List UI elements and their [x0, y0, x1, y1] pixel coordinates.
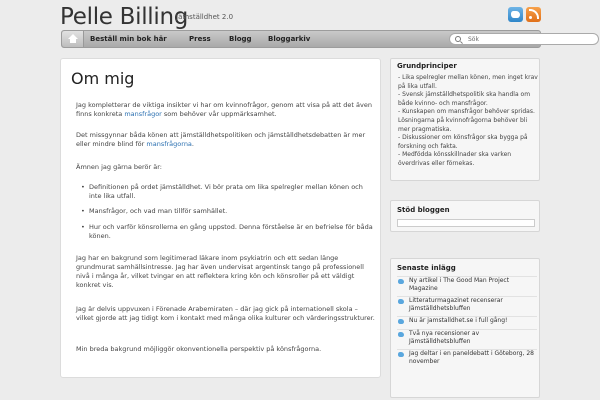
recent-post-item[interactable]: Jag deltar i en paneldebatt i Göteborg, 28 november: [397, 349, 537, 366]
nav-item-press[interactable]: Press: [189, 35, 211, 43]
widget-senaste-inlagg: [390, 258, 540, 398]
twitter-bird-icon: [398, 332, 404, 337]
widget-title: Senaste inlägg: [397, 264, 456, 272]
site-title[interactable]: Pelle Billing: [60, 4, 189, 30]
bullet: •: [81, 223, 85, 231]
bullet: •: [81, 207, 85, 215]
twitter-bird-icon: [398, 352, 404, 357]
nav-item-bestall-bok[interactable]: Beställ min bok här: [90, 35, 167, 43]
list-item: Definitionen på ordet jämställdhet. Vi bör prata om lika spelregler mellan könen och inte lika utfall.: [89, 183, 363, 200]
recent-post-item[interactable]: Två nya recensioner av Jämställdhetsbluffen: [397, 329, 537, 346]
principles-text: - Lika spelregler mellan könen, men inget krav på lika utfall. - Svensk jämställdhetspolitik ska handla om både kvinno- och mansfrågor. - Kunskapen om mansfrågor behöver spridas. Lösningarna på kvinnofrågorna behöver bli mer pragmatiska. - Diskussioner om könsfrågor ska bygga på forskning och fakta. - Medfödda könsskillnader ska varken överdrivas eller förnekas.: [398, 74, 538, 167]
site-header: [0, 0, 600, 30]
search-input[interactable]: [449, 33, 599, 45]
widget-stod-bloggen: [390, 200, 540, 232]
paragraph-perspektiv: Min breda bakgrund möjliggör okonventionella perspektiv på könsfrågorna.: [76, 345, 322, 353]
widget-title: Stöd bloggen: [397, 206, 450, 214]
home-icon[interactable]: [62, 31, 84, 47]
mansfragorna-link[interactable]: mansfrågorna: [146, 140, 192, 148]
bullet: •: [81, 183, 85, 191]
twitter-bird-icon: [398, 299, 404, 304]
recent-post-item[interactable]: Ny artikel i The Good Man Project Magazine: [397, 276, 537, 293]
main-content: [60, 58, 381, 378]
main-navigation: [61, 30, 541, 48]
search-placeholder: Sök: [468, 36, 479, 43]
recent-post-item[interactable]: Litteraturmagazinet recenserar Jämställdhetsbluffen: [397, 296, 537, 313]
paragraph-arabemiraten: Jag är delvis uppvuxen i Förenade Arabemiraten – där jag gick på internationell skola – vilket gjorde att jag tidigt kom i kontakt med många olika kulturer och värderingsstrukturer.: [76, 305, 375, 322]
nav-item-blogg[interactable]: Blogg: [229, 35, 252, 43]
paragraph-bakgrund: Jag har en bakgrund som legitimerad läkare inom psykiatrin och ett sedan länge grundmurat samhällsintresse. Jag har även undervisat argentinsk tango på professionell nivå i många år, vilket tvingar en att reflektera kring kön och könsroller på ett väldigt konkret vis.: [76, 254, 364, 289]
page-title: Om mig: [71, 69, 135, 88]
site-tagline: Jämställdhet 2.0: [176, 13, 234, 21]
widget-title: Grundprinciper: [397, 62, 457, 70]
twitter-bird-icon: [398, 319, 404, 324]
recent-post-item[interactable]: Nu är jamstalldhet.se i full gång!: [397, 316, 537, 325]
list-item: Hur och varför könsrollerna en gång uppstod. Denna förståelse är en befrielse för båda könen.: [89, 223, 373, 240]
mansfragor-link[interactable]: mansfrågor: [124, 110, 162, 118]
paragraph-missgynnar: Det missgynnar båda könen att jämställdhetspolitiken och jämställdhetsdebatten är mer eller mindre blind för mansfrågorna.: [76, 131, 366, 148]
search-icon: [455, 36, 461, 42]
rss-icon[interactable]: [526, 7, 541, 22]
support-box[interactable]: [397, 219, 535, 227]
widget-grundprinciper: [390, 58, 540, 181]
list-item: Mansfrågor, och vad man tillför samhället.: [89, 207, 228, 215]
paragraph-intro: Jag kompletterar de viktiga insikter vi har om kvinnofrågor, genom att visa på att det även finns konkreta mansfrågor som behöver vår uppmärksamhet.: [76, 101, 372, 118]
twitter-icon[interactable]: [508, 7, 523, 22]
paragraph-amnen: Ämnen jag gärna berör är:: [76, 163, 163, 171]
twitter-bird-icon: [398, 279, 404, 284]
nav-item-bloggarkiv[interactable]: Bloggarkiv: [268, 35, 311, 43]
